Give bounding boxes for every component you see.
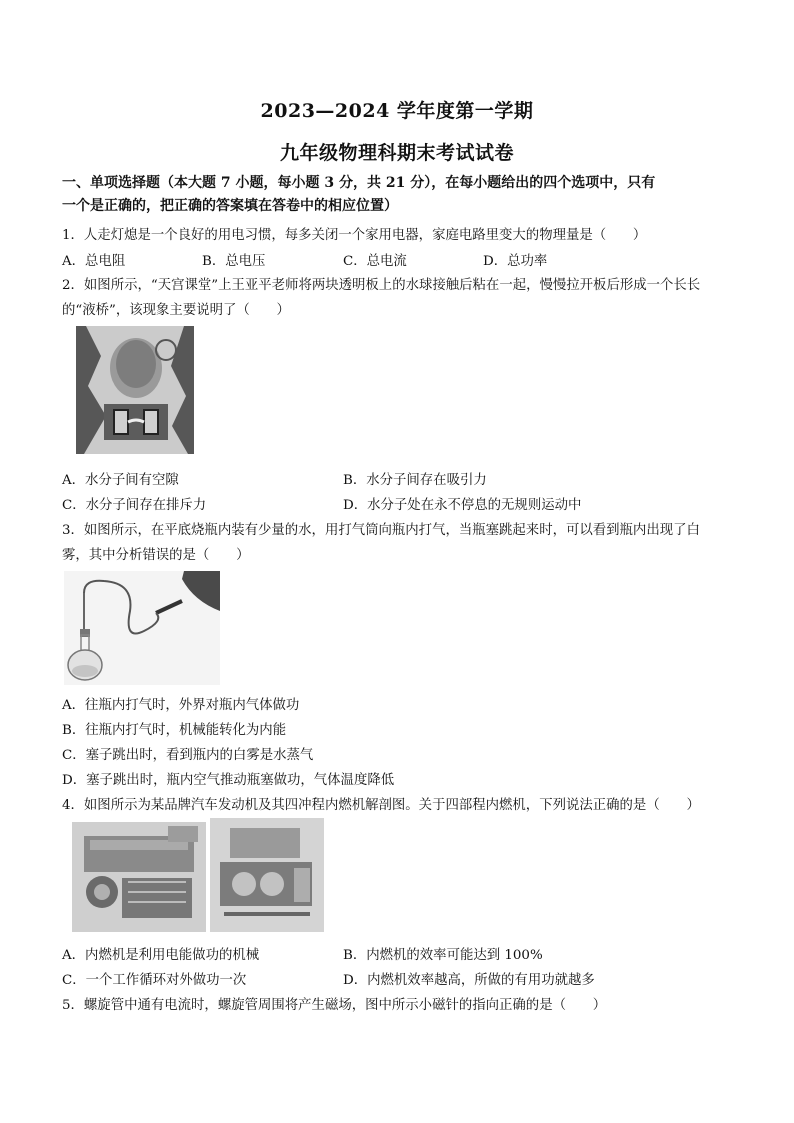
- question-3-option-d: D．塞子跳出时，瓶内空气推动瓶塞做功，气体温度降低: [62, 773, 395, 788]
- question-2-option-c: C．水分子间存在排斥力: [62, 498, 207, 513]
- question-2-option-b: B．水分子间存在吸引力: [343, 473, 487, 488]
- section-heading-line1: 一、单项选择题（本大题 7 小题，每小题 3 分，共 21 分），在每小题给出的四个选项中，只有: [62, 175, 656, 191]
- question-1-option-d: D．总功率: [483, 254, 548, 269]
- question-1-option-b: B．总电压: [202, 254, 266, 269]
- question-4-option-d: D．内燃机效率越高，所做的有用功就越多: [343, 973, 595, 988]
- flask-pump-photo: [64, 571, 220, 685]
- question-4-option-a: A．内燃机是利用电能做功的机械: [62, 948, 260, 963]
- question-3-stem-line2: 雾，其中分析错误的是（ ）: [62, 548, 250, 563]
- liquid-bridge-photo: [76, 326, 194, 454]
- question-3-option-b: B．往瓶内打气时，机械能转化为内能: [62, 723, 287, 738]
- engine-cutaway-photo: [210, 818, 324, 932]
- exam-title-subject: 九年级物理科期末考试试卷: [279, 142, 514, 164]
- question-5-stem: 5．螺旋管中通有电流时，螺旋管周围将产生磁场，图中所示小磁针的指向正确的是（ ）: [62, 998, 607, 1013]
- question-2-stem-line1: 2．如图所示，“天宫课堂”上王亚平老师将两块透明板上的水球接触后粘在一起，慢慢拉开板后形成一个长长: [62, 278, 701, 293]
- question-4-option-b: B．内燃机的效率可能达到 100%: [343, 948, 543, 963]
- question-2-option-d: D．水分子处在永不停息的无规则运动中: [343, 498, 582, 513]
- question-3-stem-line1: 3．如图所示，在平底烧瓶内装有少量的水，用打气筒向瓶内打气，当瓶塞跳起来时，可以看到瓶内出现了白: [62, 523, 700, 538]
- question-1-option-a: A．总电阻: [62, 254, 126, 269]
- section-heading-line2: 一个是正确的，把正确的答案填在答卷中的相应位置）: [62, 198, 398, 214]
- question-4-stem: 4．如图所示为某品牌汽车发动机及其四冲程内燃机解剖图。关于四部程内燃机，下列说法正确的是（ ）: [62, 798, 700, 813]
- question-4-option-c: C．一个工作循环对外做功一次: [62, 973, 247, 988]
- car-engine-photo: [72, 822, 206, 932]
- section-heading: [62, 172, 742, 218]
- question-1-option-c: C．总电流: [343, 254, 407, 269]
- question-1-stem: 1．人走灯熄是一个良好的用电习惯，每多关闭一个家用电器，家庭电路里变大的物理量是（ ）: [62, 228, 647, 243]
- question-2-stem-line2: 的“液桥”，该现象主要说明了（ ）: [62, 303, 290, 318]
- exam-title-year: 2023—2024 学年度第一学期: [260, 100, 534, 122]
- question-2-option-a: A．水分子间有空隙: [62, 473, 179, 488]
- question-3-option-a: A．往瓶内打气时，外界对瓶内气体做功: [62, 698, 300, 713]
- question-3-option-c: C．塞子跳出时，看到瓶内的白雾是水蒸气: [62, 748, 314, 763]
